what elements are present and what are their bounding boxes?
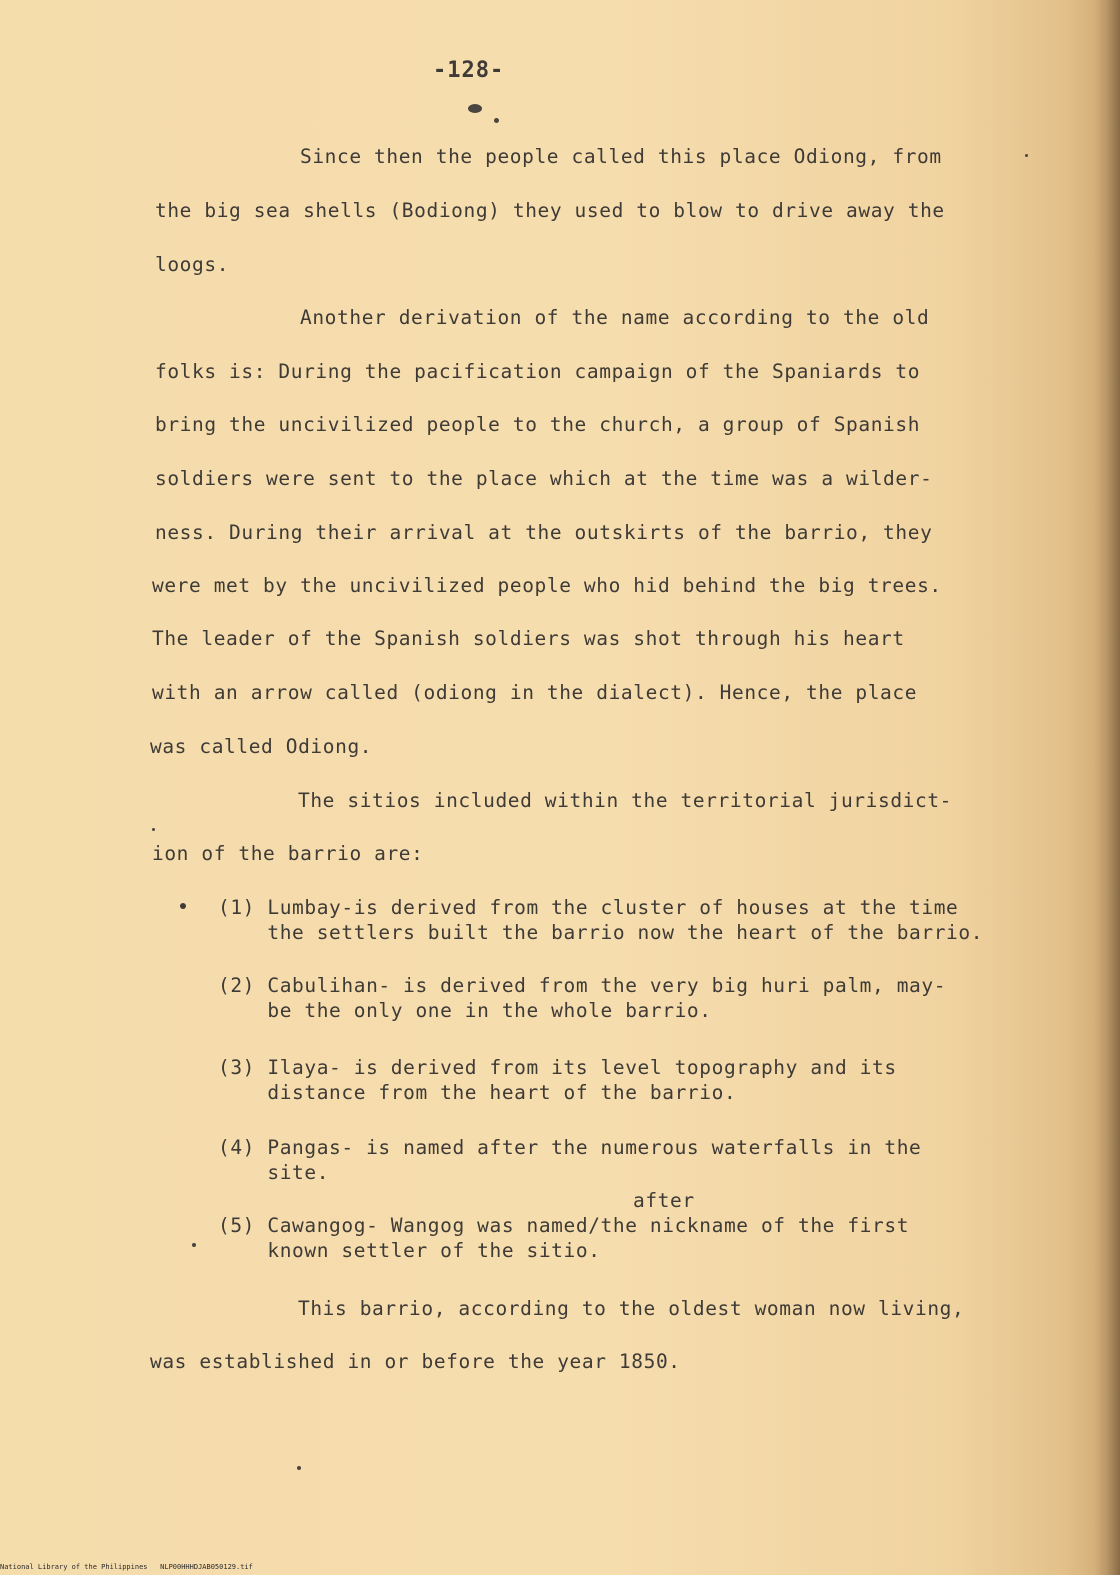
text-line: was established in or before the year 1850. — [150, 1350, 681, 1373]
text-line: were met by the uncivilized people who hid behind the big trees. — [152, 574, 942, 597]
page-number: -128- — [433, 58, 505, 83]
text-line: was called Odiong. — [150, 735, 373, 758]
list-item: (2) Cabulihan- is derived from the very big huri palm, may- — [218, 974, 947, 997]
text-line: This barrio, according to the oldest woman now living, — [298, 1297, 965, 1320]
ink-dot — [1025, 154, 1028, 157]
text-line: ness. During their arrival at the outskirts of the barrio, they — [155, 521, 933, 544]
text-line: The leader of the Spanish soldiers was shot through his heart — [152, 627, 905, 650]
text-line: soldiers were sent to the place which at the time was a wilder- — [155, 467, 933, 490]
ink-blot — [468, 104, 482, 113]
ink-dot — [297, 1466, 301, 1470]
list-item: be the only one in the whole barrio. — [218, 999, 712, 1022]
text-line: folks is: During the pacification campaign of the Spaniards to — [155, 360, 921, 383]
list-item: site. — [218, 1161, 330, 1184]
ink-dot — [192, 1243, 196, 1247]
text-line: the big sea shells (Bodiong) they used to blow to drive away the — [155, 199, 945, 222]
text-line: bring the uncivilized people to the church, a group of Spanish — [155, 413, 921, 436]
scan-footer: National Library of the Philippines NLP00HHHDJAB050129.tif — [0, 1563, 253, 1571]
list-item: (5) Cawangog- Wangog was named/the nickname of the first — [218, 1214, 910, 1237]
page-edge-shadow — [1094, 0, 1120, 1575]
ink-dot — [494, 118, 499, 123]
bullet-mark — [180, 903, 186, 909]
list-item: distance from the heart of the barrio. — [218, 1081, 737, 1104]
text-line: The sitios included within the territorial jurisdict- — [298, 789, 953, 812]
list-item: (4) Pangas- is named after the numerous waterfalls in the — [218, 1136, 922, 1159]
ink-dot — [152, 828, 155, 831]
list-item: (1) Lumbay-is derived from the cluster of houses at the time — [218, 896, 959, 919]
text-line: loogs. — [155, 253, 230, 276]
text-line: Another derivation of the name according to the old — [300, 306, 930, 329]
text-line: ion of the barrio are: — [152, 842, 424, 865]
list-item: (3) Ilaya- is derived from its level topography and its — [218, 1056, 897, 1079]
list-item: known settler of the sitio. — [218, 1239, 601, 1262]
interlinear-insert: after — [633, 1189, 695, 1212]
list-item: the settlers built the barrio now the heart of the barrio. — [218, 921, 984, 944]
text-line: Since then the people called this place Odiong, from — [300, 145, 942, 168]
text-line: with an arrow called (odiong in the dialect). Hence, the place — [152, 681, 918, 704]
